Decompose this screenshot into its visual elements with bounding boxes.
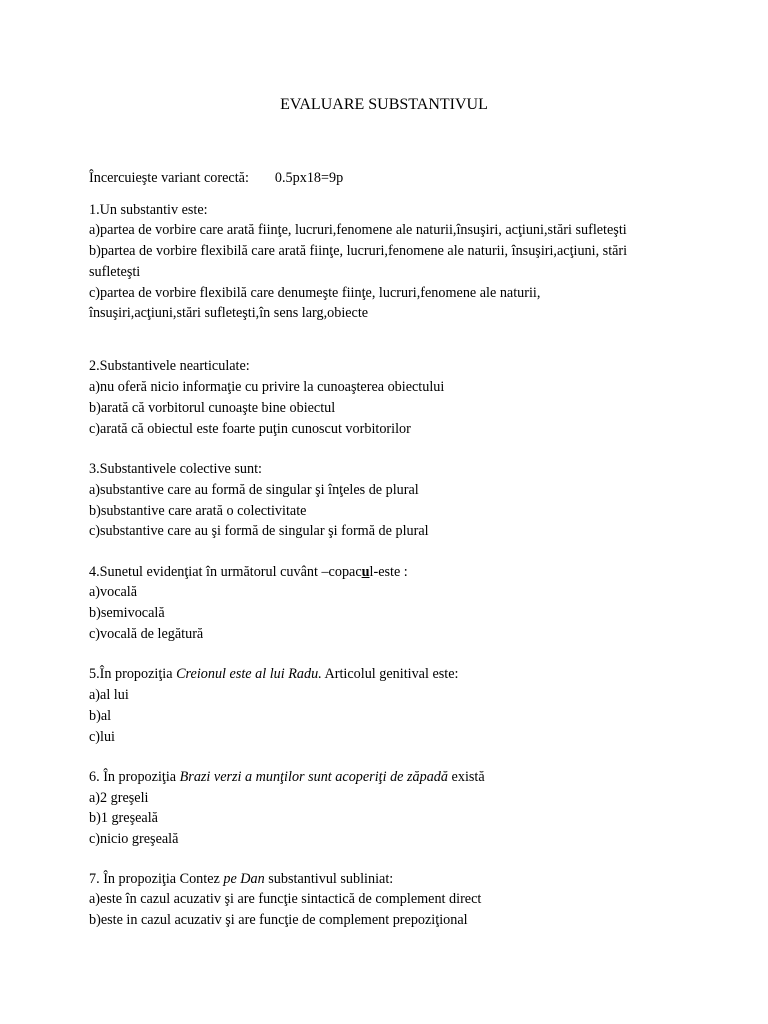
q4-question-tail: l-este : bbox=[369, 564, 408, 580]
q4-question-text: 4.Sunetul evidenţiat în următorul cuvânt –copac bbox=[89, 564, 362, 580]
q1-option-c-line2: însuşiri,acţiuni,stări sufleteşti,în sens larg,obiecte bbox=[89, 305, 369, 321]
q4-option-c: c)vocală de legătură bbox=[89, 626, 204, 642]
q6-option-a: a)2 greşeli bbox=[89, 790, 149, 806]
q3-option-c: c)substantive care au şi formă de singular şi formă de plural bbox=[89, 523, 429, 539]
q3-option-b: b)substantive care arată o colectivitate bbox=[89, 503, 307, 519]
q7-option-a: a)este în cazul acuzativ şi are funcţie sintactică de complement direct bbox=[89, 891, 482, 907]
document-title: EVALUARE SUBSTANTIVUL bbox=[280, 96, 488, 113]
q2-option-c: c)arată că obiectul este foarte puţin cunoscut vorbitorilor bbox=[89, 421, 411, 437]
q6-option-b: b)1 greşeală bbox=[89, 810, 158, 826]
q3-question: 3.Substantivele colective sunt: bbox=[89, 461, 262, 477]
q2-question: 2.Substantivele nearticulate: bbox=[89, 358, 250, 374]
q4-highlighted-sound: u bbox=[361, 564, 370, 580]
q4-question bbox=[89, 562, 408, 583]
q7-question bbox=[89, 869, 393, 890]
q5-example-sentence: Creionul este al lui Radu. bbox=[176, 666, 322, 682]
q1-option-b-line1: b)partea de vorbire flexibilă care arată fiinţe, lucruri,fenomene ale naturii, însuşiri,acţiuni, stări bbox=[89, 243, 628, 259]
q6-option-c: c)nicio greşeală bbox=[89, 831, 179, 847]
q6-question-text: 6. În propoziţia bbox=[89, 769, 180, 785]
q5-option-c: c)lui bbox=[89, 729, 115, 745]
q5-question-text: 5.În propoziţia bbox=[89, 666, 177, 682]
q7-question-tail: substantivul subliniat: bbox=[264, 871, 394, 887]
q5-option-a: a)al lui bbox=[89, 687, 129, 703]
q5-question bbox=[89, 664, 458, 685]
q1-option-c-line1: c)partea de vorbire flexibilă care denumeşte fiinţe, lucruri,fenomene ale naturii, bbox=[89, 285, 541, 301]
q5-option-b: b)al bbox=[89, 708, 112, 724]
q2-option-b: b)arată că vorbitorul cunoaşte bine obiectul bbox=[89, 400, 336, 416]
q6-example-sentence: Brazi verzi a munţilor sunt acoperiţi de zăpadă bbox=[179, 769, 448, 785]
q7-question-text: 7. În propoziţia Contez bbox=[89, 871, 224, 887]
q7-option-b: b)este in cazul acuzativ şi are funcţie de complement prepoziţional bbox=[89, 912, 468, 928]
q1-option-b-line2: sufleteşti bbox=[89, 264, 141, 280]
instruction-score: 0.5px18=9p bbox=[274, 170, 344, 186]
q1-question: 1.Un substantiv este: bbox=[89, 202, 208, 218]
q3-option-a: a)substantive care au formă de singular şi înţeles de plural bbox=[89, 482, 419, 498]
instruction-line bbox=[89, 168, 343, 189]
q6-question-tail: există bbox=[448, 769, 485, 785]
instruction-label: Încercuieşte variant corectă: bbox=[89, 170, 249, 186]
q5-question-tail: Articolul genitival este: bbox=[321, 666, 459, 682]
q6-question bbox=[89, 767, 485, 788]
q4-option-b: b)semivocală bbox=[89, 605, 165, 621]
q7-example-phrase: pe Dan bbox=[223, 871, 265, 887]
q4-option-a: a)vocală bbox=[89, 584, 138, 600]
q2-option-a: a)nu oferă nicio informaţie cu privire la cunoaşterea obiectului bbox=[89, 379, 445, 395]
q1-option-a: a)partea de vorbire care arată fiinţe, lucruri,fenomene ale naturii,însuşiri, acţiuni,stări sufleteşti bbox=[89, 222, 627, 238]
